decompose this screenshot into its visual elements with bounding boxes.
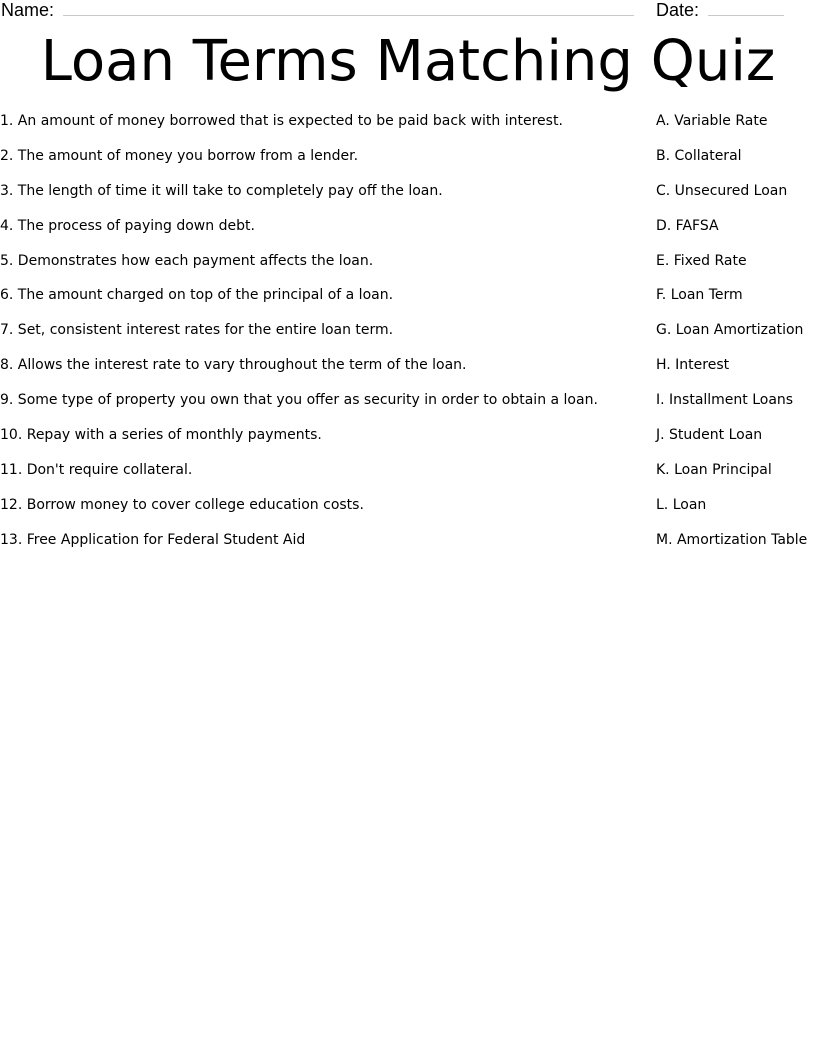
answer-list xyxy=(656,112,816,566)
question-item: 2. The amount of money you borrow from a lender. xyxy=(0,147,359,164)
name-label: Name: xyxy=(1,0,55,20)
answer-item: F. Loan Term xyxy=(656,287,743,304)
answer-item: K. Loan Principal xyxy=(656,461,772,478)
answer-item: M. Amortization Table xyxy=(656,531,808,548)
question-item: 11. Don't require collateral. xyxy=(0,461,193,478)
answer-item: D. FAFSA xyxy=(656,217,719,234)
question-item: 8. Allows the interest rate to vary throughout the term of the loan. xyxy=(0,357,467,374)
name-field-line xyxy=(63,15,634,16)
answer-item: E. Fixed Rate xyxy=(656,252,747,269)
question-item: 6. The amount charged on top of the principal of a loan. xyxy=(0,287,394,304)
answer-item: B. Collateral xyxy=(656,147,742,164)
question-item: 5. Demonstrates how each payment affects the loan. xyxy=(0,252,374,269)
question-item: 7. Set, consistent interest rates for the entire loan term. xyxy=(0,322,394,339)
answer-item: J. Student Loan xyxy=(656,427,763,444)
question-item: 4. The process of paying down debt. xyxy=(0,217,255,234)
answer-item: G. Loan Amortization xyxy=(656,322,804,339)
question-item: 12. Borrow money to cover college education costs. xyxy=(0,496,364,513)
question-item: 1. An amount of money borrowed that is expected to be paid back with interest. xyxy=(0,113,563,129)
worksheet-header xyxy=(0,0,816,24)
answer-item: H. Interest xyxy=(656,357,730,374)
question-item: 13. Free Application for Federal Student Aid xyxy=(0,531,306,548)
page-title: Loan Terms Matching Quiz xyxy=(40,29,776,94)
date-field-line xyxy=(708,15,784,16)
question-list xyxy=(0,112,640,566)
date-label: Date: xyxy=(656,0,700,20)
question-item: 3. The length of time it will take to completely pay off the loan. xyxy=(0,182,443,199)
answer-item: I. Installment Loans xyxy=(656,392,794,409)
answer-item: L. Loan xyxy=(656,496,707,513)
question-item: 10. Repay with a series of monthly payments. xyxy=(0,427,322,444)
answer-item: C. Unsecured Loan xyxy=(656,182,788,199)
question-item: 9. Some type of property you own that you offer as security in order to obtain a loan. xyxy=(0,392,598,409)
answer-item: A. Variable Rate xyxy=(656,113,768,129)
